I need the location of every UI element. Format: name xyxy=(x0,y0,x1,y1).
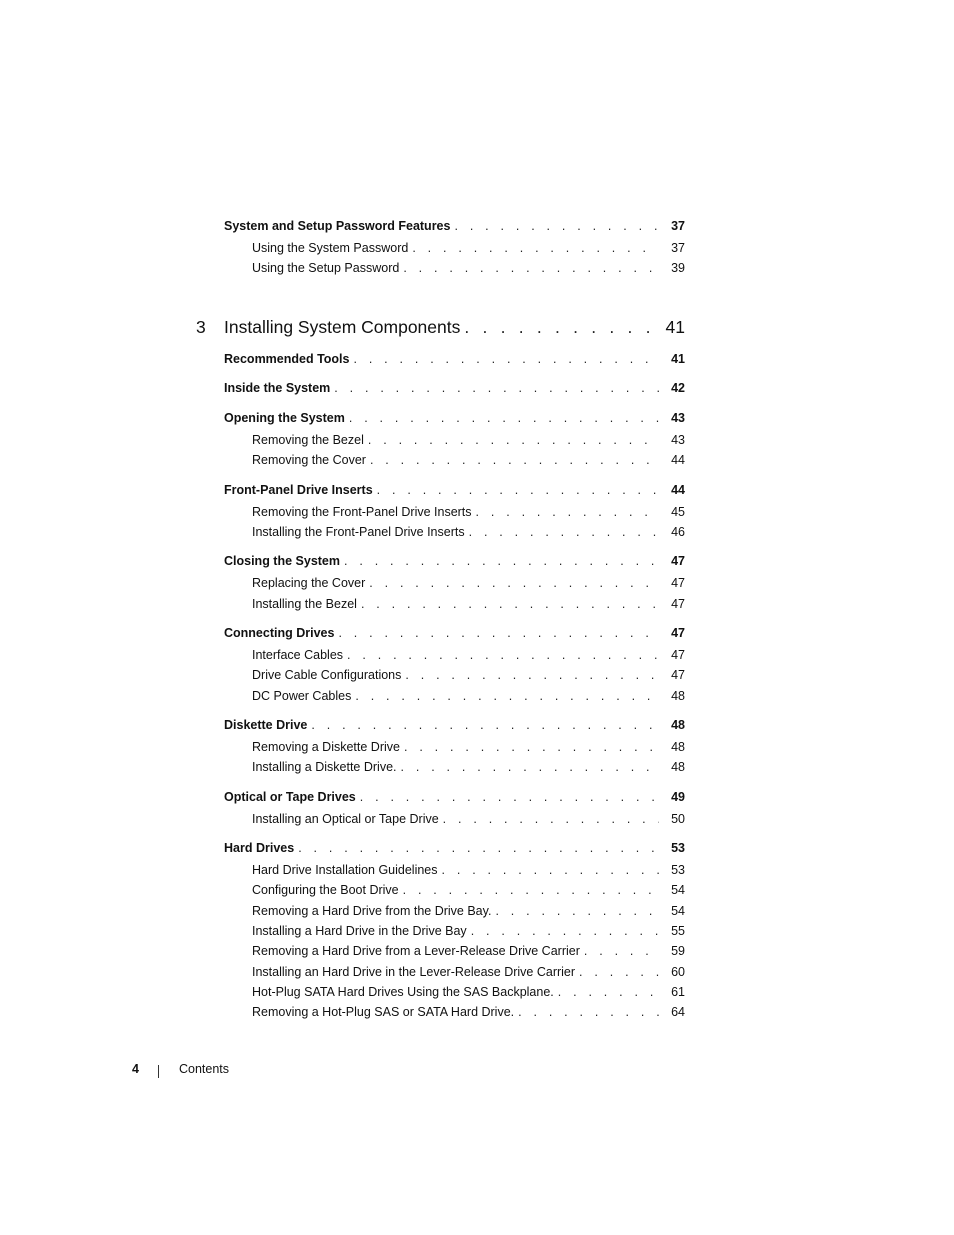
toc-section[interactable] xyxy=(224,841,685,855)
toc-entry-label: Installing an Hard Drive in the Lever-Release Drive Carrier xyxy=(252,965,576,979)
toc-page-number: 47 xyxy=(671,668,685,682)
toc-entry-label: Diskette Drive xyxy=(224,718,308,732)
dot-leader xyxy=(373,483,659,497)
dot-leader xyxy=(401,668,659,682)
toc-section[interactable] xyxy=(224,718,685,732)
toc-page-number: 64 xyxy=(671,1005,685,1019)
toc-entry-label: Inside the System xyxy=(224,381,331,395)
dot-leader xyxy=(345,411,659,425)
dot-leader xyxy=(356,790,659,804)
toc-subsection[interactable] xyxy=(252,863,685,877)
toc-subsection[interactable] xyxy=(252,944,685,958)
toc-entry-label: Recommended Tools xyxy=(224,352,350,366)
dot-leader xyxy=(554,985,659,999)
toc-entry-label: Closing the System xyxy=(224,554,340,568)
dot-leader xyxy=(357,597,659,611)
toc-entry-label: Removing a Diskette Drive xyxy=(252,740,400,754)
toc-page-number: 41 xyxy=(665,317,685,337)
toc-page-number: 43 xyxy=(671,411,685,425)
dot-leader xyxy=(575,965,659,979)
toc-page-number: 49 xyxy=(671,790,685,804)
toc-section[interactable] xyxy=(224,790,685,804)
toc-section[interactable] xyxy=(224,626,685,640)
toc-subsection[interactable] xyxy=(252,241,685,255)
toc-page-number: 45 xyxy=(671,505,685,519)
dot-leader xyxy=(491,904,659,918)
dot-leader xyxy=(349,352,659,366)
toc-entry-label: Installing an Optical or Tape Drive xyxy=(252,812,439,826)
toc-subsection[interactable] xyxy=(252,904,685,918)
dot-leader xyxy=(408,241,659,255)
toc-subsection[interactable] xyxy=(252,453,685,467)
toc-entry-label: Installing System Components xyxy=(224,317,461,337)
toc-subsection[interactable] xyxy=(252,689,685,703)
footer-page-number: 4 xyxy=(132,1062,139,1076)
dot-leader xyxy=(399,261,659,275)
toc-entry-label: Removing a Hot-Plug SAS or SATA Hard Drive. xyxy=(252,1005,515,1019)
toc-chapter[interactable] xyxy=(196,317,685,338)
toc-entry-label: Interface Cables xyxy=(252,648,344,662)
toc-page-number: 54 xyxy=(671,904,685,918)
toc-page-number: 47 xyxy=(671,648,685,662)
toc-entry-label: Optical or Tape Drives xyxy=(224,790,356,804)
dot-leader xyxy=(400,740,659,754)
dot-leader xyxy=(330,381,659,395)
dot-leader xyxy=(580,944,659,958)
toc-entry-label: Drive Cable Configurations xyxy=(252,668,402,682)
dot-leader xyxy=(307,718,659,732)
toc-entry-label: Opening the System xyxy=(224,411,345,425)
toc-entry-label: DC Power Cables xyxy=(252,689,352,703)
toc-subsection[interactable] xyxy=(252,261,685,275)
toc-subsection[interactable] xyxy=(252,812,685,826)
dot-leader xyxy=(397,760,659,774)
dot-leader xyxy=(460,317,655,338)
toc-page-number: 60 xyxy=(671,965,685,979)
toc-page-number: 46 xyxy=(671,525,685,539)
toc-page-number: 47 xyxy=(671,554,685,568)
toc-page-number: 47 xyxy=(671,626,685,640)
toc-page-number: 48 xyxy=(671,760,685,774)
toc-entry-label: Installing the Front-Panel Drive Inserts xyxy=(252,525,465,539)
toc-section[interactable] xyxy=(224,554,685,568)
dot-leader xyxy=(294,841,659,855)
toc-entry-label: Using the Setup Password xyxy=(252,261,400,275)
toc-page-number: 47 xyxy=(671,576,685,590)
dot-leader xyxy=(366,453,659,467)
toc-page-number: 48 xyxy=(671,718,685,732)
toc-page-number: 55 xyxy=(671,924,685,938)
toc-subsection[interactable] xyxy=(252,505,685,519)
toc-chapter-number: 3 xyxy=(196,317,206,337)
toc-page-number: 61 xyxy=(671,985,685,999)
toc-entry-label: Configuring the Boot Drive xyxy=(252,883,399,897)
toc-page-number: 53 xyxy=(671,863,685,877)
dot-leader xyxy=(465,525,659,539)
toc-entry-label: Removing the Bezel xyxy=(252,433,364,447)
toc-subsection[interactable] xyxy=(252,883,685,897)
toc-section[interactable] xyxy=(224,411,685,425)
toc-subsection[interactable] xyxy=(252,597,685,611)
toc-entry-label: Using the System Password xyxy=(252,241,409,255)
dot-leader xyxy=(343,648,659,662)
toc-page-number: 53 xyxy=(671,841,685,855)
toc-entry-label: Removing a Hard Drive from the Drive Bay. xyxy=(252,904,492,918)
dot-leader xyxy=(351,689,659,703)
toc-subsection[interactable] xyxy=(252,924,685,938)
toc-section[interactable] xyxy=(224,352,685,366)
toc-page-number: 39 xyxy=(671,261,685,275)
toc-entry-label: Replacing the Cover xyxy=(252,576,366,590)
toc-page-number: 54 xyxy=(671,883,685,897)
toc-entry-label: Removing a Hard Drive from a Lever-Release Drive Carrier xyxy=(252,944,580,958)
toc-entry-label: System and Setup Password Features xyxy=(224,219,451,233)
toc-page-number: 43 xyxy=(671,433,685,447)
toc-subsection[interactable] xyxy=(252,668,685,682)
toc-subsection[interactable] xyxy=(252,433,685,447)
dot-leader xyxy=(439,812,659,826)
toc-page-number: 44 xyxy=(671,453,685,467)
toc-subsection[interactable] xyxy=(252,740,685,754)
toc-subsection[interactable] xyxy=(252,525,685,539)
toc-page-number: 41 xyxy=(671,352,685,366)
footer-divider xyxy=(158,1065,159,1078)
dot-leader xyxy=(467,924,659,938)
footer-section-label: Contents xyxy=(179,1062,230,1076)
dot-leader xyxy=(514,1005,659,1019)
toc-entry-label: Hot-Plug SATA Hard Drives Using the SAS Backplane. xyxy=(252,985,554,999)
toc-entry-label: Removing the Front-Panel Drive Inserts xyxy=(252,505,472,519)
toc-subsection[interactable] xyxy=(252,760,685,774)
toc-subsection[interactable] xyxy=(252,648,685,662)
toc-entry-label: Front-Panel Drive Inserts xyxy=(224,483,373,497)
dot-leader xyxy=(340,554,659,568)
toc-entry-label: Hard Drive Installation Guidelines xyxy=(252,863,438,877)
toc-page-number: 48 xyxy=(671,689,685,703)
toc-page-number: 42 xyxy=(671,381,685,395)
toc-entry-label: Hard Drives xyxy=(224,841,295,855)
dot-leader xyxy=(438,863,659,877)
toc-page-number: 47 xyxy=(671,597,685,611)
toc-page-number: 50 xyxy=(671,812,685,826)
toc-page-number: 37 xyxy=(671,219,685,233)
toc-page-number: 37 xyxy=(671,241,685,255)
dot-leader xyxy=(472,505,659,519)
toc-subsection[interactable] xyxy=(252,965,685,979)
toc-subsection[interactable] xyxy=(252,576,685,590)
toc-section[interactable] xyxy=(224,219,685,233)
dot-leader xyxy=(399,883,659,897)
toc-page-number: 44 xyxy=(671,483,685,497)
dot-leader xyxy=(334,626,659,640)
dot-leader xyxy=(365,576,659,590)
toc-subsection[interactable] xyxy=(252,985,685,999)
toc-entry-label: Installing a Hard Drive in the Drive Bay xyxy=(252,924,467,938)
toc-page-number: 48 xyxy=(671,740,685,754)
toc-entry-label: Connecting Drives xyxy=(224,626,335,640)
dot-leader xyxy=(450,219,659,233)
toc-subsection[interactable] xyxy=(252,1005,685,1019)
toc-section[interactable] xyxy=(224,483,685,497)
toc-entry-label: Installing the Bezel xyxy=(252,597,357,611)
toc-page-number: 59 xyxy=(671,944,685,958)
toc-entry-label: Installing a Diskette Drive. xyxy=(252,760,397,774)
dot-leader xyxy=(364,433,659,447)
toc-entry-label: Removing the Cover xyxy=(252,453,366,467)
page-footer xyxy=(0,1062,954,1082)
toc-section[interactable] xyxy=(224,381,685,395)
